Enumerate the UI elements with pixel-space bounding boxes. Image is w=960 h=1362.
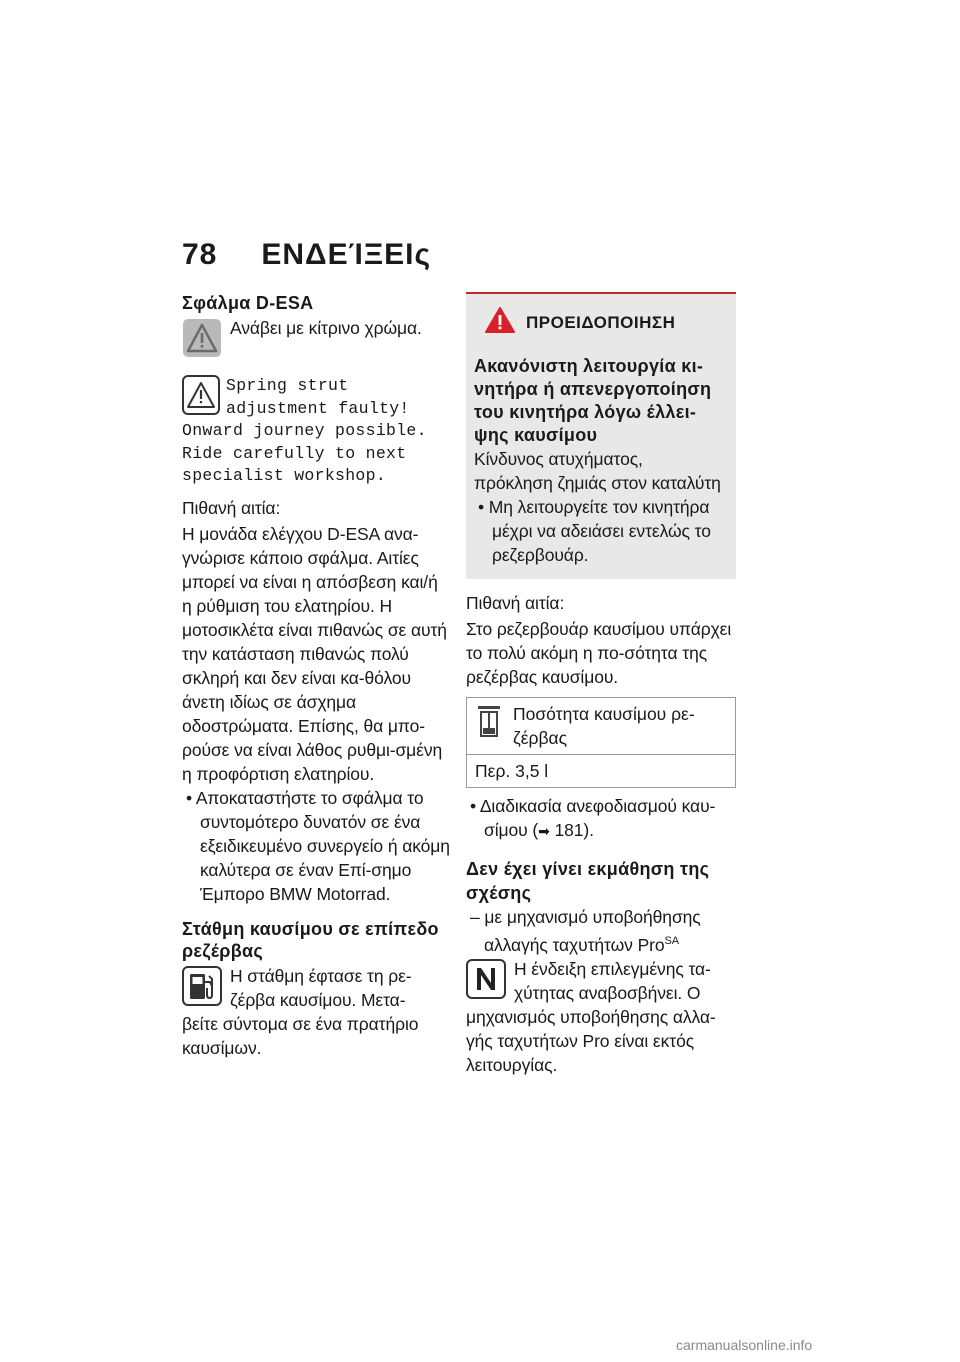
shift-condition: – με μηχανισμό υποβοήθησης αλλαγής ταχυτήτων Pro$^{SA}$ bbox=[470, 907, 701, 955]
warning-triangle-gray-icon bbox=[182, 318, 222, 363]
dsa-bullet-text: Αποκαταστήστε το σφάλμα το συντομότερο δυνατόν σε ένα εξειδικευμένο συνεργείο ή ακόμη καλύτερα σε έναν Επί-σημο Έμπορο BMW Motorrad. bbox=[195, 787, 450, 904]
dsa-light-text: Ανάβει με κίτρινο χρώμα. bbox=[230, 318, 422, 338]
fuel-reserve-table bbox=[466, 697, 736, 788]
warning-title: Ακανόνιστη λειτουργία κι-νητήρα ή απενεργοποίηση του κινητήρα λόγω έλλει-ψης καυσίμου bbox=[474, 356, 712, 445]
dsa-light-row bbox=[182, 318, 450, 363]
warning-bullet: • Μη λειτουργείτε τον κινητήρα μέχρι να αδειάσει εντελώς το ρεζερβουάρ. bbox=[478, 497, 711, 565]
fuel-row bbox=[182, 966, 450, 1012]
shift-sup: SA bbox=[664, 935, 679, 947]
fuel-quantity-icon bbox=[475, 702, 505, 748]
procedure-end: ). bbox=[583, 820, 594, 840]
shift-section-title: Δεν έχει γίνει εκμάθηση της σχέσης bbox=[466, 859, 710, 903]
table-cell-value: Περ. 3,5 l bbox=[467, 755, 736, 788]
dsa-section-title: Σφάλμα D-ESA bbox=[182, 293, 314, 313]
dsa-message-line: Onward journey possible. bbox=[182, 421, 427, 440]
page-header bbox=[182, 238, 431, 272]
cause-text: Η μονάδα ελέγχου D-ESA ανα-γνώρισε κάποιο σφάλμα. Αιτίες μπορεί να είναι η απόσβεση και/ή η ρύθμιση του ελατηρίου. Η μοτοσικλέτα είναι πιθανώς σε αυτή την κατάσταση πιθανώς πολύ σκληρή και δεν είναι κα-θόλου άνετη ιδίως σε άσχημα οδοστρώματα. Επίσης, θα μπο-ρούσε να είναι λάθος ρυθμι-σμένη η προφόρτιση ελατηρίου. bbox=[182, 523, 447, 784]
procedure-bullet: • Διαδικασία ανεφοδιασμού καυ-σίμου (➡ 181). bbox=[470, 796, 716, 840]
warning-red-triangle-icon bbox=[484, 306, 516, 339]
fuel-text-a: Η στάθμη έφτασε τη ρε-ζέρβα καυσίμου. Μετα- bbox=[230, 965, 412, 1010]
warning-text: Κίνδυνος ατυχήματος, πρόκληση ζημιάς στον καταλύτη bbox=[474, 449, 721, 493]
shift-condition-text: με μηχανισμό υποβοήθησης αλλαγής ταχυτήτων Pro bbox=[484, 907, 701, 955]
dsa-message-row bbox=[182, 375, 450, 420]
warning-triangle-outline-icon bbox=[182, 375, 220, 420]
fuel-text-b: βείτε σύντομα σε ένα πρατήριο καυσίμων. bbox=[182, 1013, 419, 1058]
cause-text-right: Στο ρεζερβουάρ καυσίμου υπάρχει το πολύ ακόμη η πο-σότητα της ρεζέρβας καυσίμου. bbox=[466, 619, 732, 687]
table-label: Ποσότητα καυσίμου ρε-ζέρβας bbox=[513, 704, 695, 748]
procedure-page-link[interactable]: 181 bbox=[554, 820, 584, 840]
table-row bbox=[467, 755, 736, 788]
footer-watermark: carmanualsonline.info bbox=[676, 1337, 813, 1353]
dsa-message-line: specialist workshop. bbox=[182, 466, 387, 485]
page-number: 78 bbox=[182, 238, 218, 271]
arrow-right-icon: ➡ bbox=[538, 823, 550, 839]
shift-text-a: Η ένδειξη επιλεγμένης τα-χύτητας αναβοσβήνει. Ο bbox=[514, 958, 711, 1003]
dsa-message-line: adjustment faulty! bbox=[226, 398, 410, 418]
chapter-title: ΕΝΔΕΊΞΕΙς bbox=[261, 238, 432, 271]
cause-label: Πιθανή αιτία: bbox=[182, 497, 281, 518]
fuel-section-title: Στάθμη καυσίμου σε επίπεδο ρεζέρβας bbox=[182, 918, 439, 961]
warning-bullet-text: Μη λειτουργείτε τον κινητήρα μέχρι να αδειάσει εντελώς το ρεζερβουάρ. bbox=[488, 497, 711, 565]
dsa-message-line: Spring strut bbox=[226, 376, 349, 395]
cause-label-right: Πιθανή αιτία: bbox=[466, 593, 565, 613]
shift-row bbox=[466, 959, 736, 1005]
warning-header bbox=[484, 306, 726, 339]
warning-label: ΠΡΟΕΙΔΟΠΟΙΗΣΗ bbox=[526, 312, 676, 332]
table-cell-label bbox=[467, 698, 736, 755]
neutral-n-icon bbox=[466, 959, 506, 1004]
table-row bbox=[467, 698, 736, 755]
dsa-message bbox=[182, 375, 450, 488]
fuel-pump-icon bbox=[182, 966, 222, 1011]
shift-text-b: μηχανισμός υποβοήθησης αλλα-γής ταχυτήτων Pro είναι εκτός λειτουργίας. bbox=[466, 1006, 716, 1075]
warning-box bbox=[466, 292, 736, 579]
left-column bbox=[182, 292, 450, 1060]
dsa-bullet: • Αποκαταστήστε το σφάλμα το συντομότερο δυνατόν σε ένα εξειδικευμένο συνεργείο ή ακόμη καλύτερα σε έναν Επί-σημο Έμπορο BMW Motorrad. bbox=[186, 787, 450, 904]
right-column bbox=[466, 292, 736, 1077]
procedure-text: Διαδικασία ανεφοδιασμού καυ-σίμου ( bbox=[479, 796, 716, 840]
dsa-message-line: Ride carefully to next bbox=[182, 443, 407, 463]
